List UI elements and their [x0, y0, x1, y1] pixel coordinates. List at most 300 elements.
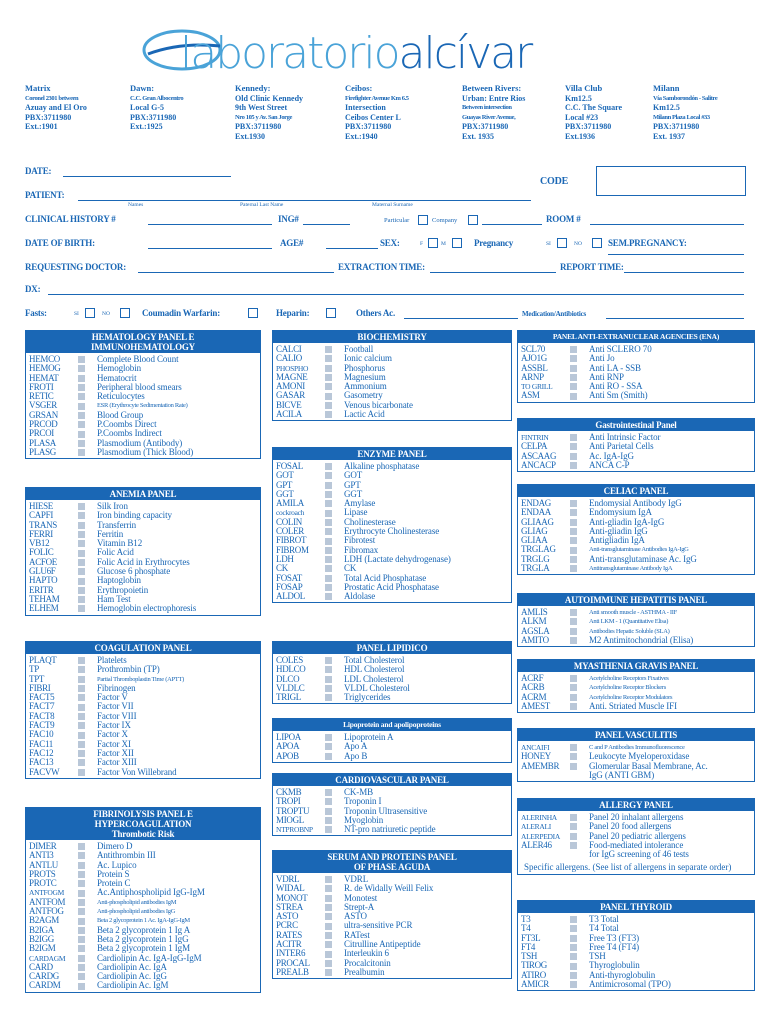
branch-address-line: Old Clinic Kennedy — [235, 93, 304, 103]
test-row — [521, 442, 751, 451]
test-checkbox[interactable] — [78, 676, 85, 683]
heparin-checkbox[interactable] — [326, 308, 336, 318]
panel-title-line: Thrombotic Risk — [111, 829, 175, 839]
test-checkbox[interactable] — [78, 440, 85, 447]
test-row — [29, 383, 257, 392]
test-name: Silk Iron — [97, 502, 128, 511]
test-checkbox[interactable] — [570, 618, 577, 625]
test-checkbox[interactable] — [78, 685, 85, 692]
test-checkbox[interactable] — [570, 694, 577, 701]
test-checkbox[interactable] — [325, 969, 332, 976]
test-checkbox[interactable] — [570, 963, 577, 970]
test-row — [276, 583, 508, 592]
test-row — [29, 740, 257, 749]
test-checkbox[interactable] — [78, 522, 85, 529]
test-checkbox[interactable] — [78, 393, 85, 400]
test-checkbox[interactable] — [78, 559, 85, 566]
test-checkbox[interactable] — [325, 463, 332, 470]
test-checkbox[interactable] — [78, 605, 85, 612]
clinical-history-field[interactable] — [148, 224, 272, 225]
test-checkbox[interactable] — [78, 927, 85, 934]
test-checkbox[interactable] — [570, 355, 577, 362]
test-checkbox[interactable] — [78, 945, 85, 952]
test-checkbox[interactable] — [570, 833, 577, 840]
test-checkbox[interactable] — [570, 763, 577, 770]
test-checkbox[interactable] — [78, 899, 85, 906]
test-code: ASSBL — [521, 363, 548, 373]
test-checkbox[interactable] — [78, 694, 85, 701]
test-checkbox[interactable] — [325, 528, 332, 535]
test-checkbox[interactable] — [570, 565, 577, 572]
test-name: Antitransglutaminase Antibody IgA — [589, 565, 673, 573]
test-code: TIROG — [521, 961, 547, 971]
test-checkbox[interactable] — [325, 584, 332, 591]
branch-address-line: Local G-5 — [130, 103, 164, 112]
test-checkbox[interactable] — [325, 482, 332, 489]
test-code: FACT9 — [29, 721, 55, 731]
test-code: PLASA — [29, 438, 57, 448]
test-name: Anti-transglutaminase Ac. IgG — [589, 554, 697, 564]
test-checkbox[interactable] — [325, 346, 332, 353]
test-checkbox[interactable] — [325, 383, 332, 390]
test-checkbox[interactable] — [78, 540, 85, 547]
test-name: Beta 2 glycoprotein 1 Ig A — [97, 925, 191, 935]
test-checkbox[interactable] — [325, 817, 332, 824]
test-row — [29, 665, 257, 674]
coumadin-checkbox[interactable] — [248, 308, 258, 318]
test-row — [29, 521, 257, 530]
test-checkbox[interactable] — [78, 936, 85, 943]
panel-title — [518, 419, 754, 431]
test-checkbox[interactable] — [325, 676, 332, 683]
test-checkbox[interactable] — [325, 374, 332, 381]
extraction-field[interactable] — [430, 272, 556, 273]
test-checkbox[interactable] — [570, 346, 577, 353]
test-code: RATES — [276, 930, 303, 940]
test-name: Anti-phospholipid antibodies IgM — [97, 898, 177, 906]
test-checkbox[interactable] — [78, 384, 85, 391]
test-code: VSGER — [29, 401, 58, 411]
test-row — [521, 617, 751, 626]
test-checkbox[interactable] — [78, 512, 85, 519]
test-checkbox[interactable] — [325, 932, 332, 939]
test-checkbox[interactable] — [570, 842, 577, 849]
test-name: Thyroglobulin — [589, 961, 640, 971]
test-checkbox[interactable] — [570, 537, 577, 544]
test-checkbox[interactable] — [570, 935, 577, 942]
panel-rows — [26, 840, 260, 992]
test-code: TRGLG — [521, 554, 550, 564]
branch-name: Dawn: — [130, 83, 155, 93]
panel-title — [273, 851, 511, 873]
test-checkbox[interactable] — [570, 383, 577, 390]
test-row — [521, 832, 751, 841]
test-panel — [517, 593, 755, 647]
test-checkbox[interactable] — [325, 666, 332, 673]
fasts-si-checkbox[interactable] — [85, 308, 95, 318]
test-checkbox[interactable] — [570, 637, 577, 644]
test-name: Prothrombin (TP) — [97, 665, 160, 675]
patient-field[interactable] — [78, 200, 531, 201]
test-checkbox[interactable] — [325, 411, 332, 418]
test-checkbox[interactable] — [325, 694, 332, 701]
test-checkbox[interactable] — [570, 744, 577, 751]
test-row — [521, 771, 751, 780]
test-checkbox[interactable] — [325, 393, 332, 400]
company-checkbox[interactable] — [468, 215, 478, 225]
test-checkbox[interactable] — [570, 684, 577, 691]
test-name: Troponin I — [344, 797, 382, 807]
test-code: TRGLA — [521, 564, 550, 574]
test-checkbox[interactable] — [78, 568, 85, 575]
test-row — [521, 373, 751, 382]
test-row — [276, 884, 508, 893]
test-name: Endomysium IgA — [589, 508, 652, 518]
test-checkbox[interactable] — [570, 944, 577, 951]
test-checkbox[interactable] — [78, 421, 85, 428]
test-row — [29, 539, 257, 548]
test-code: FAC10 — [29, 730, 54, 740]
test-checkbox[interactable] — [570, 556, 577, 563]
test-row — [521, 564, 751, 573]
test-checkbox[interactable] — [78, 732, 85, 739]
company-field[interactable] — [482, 224, 542, 225]
test-checkbox[interactable] — [570, 953, 577, 960]
test-name: Anti-thyroglobulin — [589, 970, 656, 980]
panel-rows — [518, 672, 754, 712]
test-code: CAPFI — [29, 511, 54, 521]
test-code: AMILA — [276, 499, 304, 509]
test-name: CK-MB — [344, 788, 374, 797]
test-code: LIPOA — [276, 733, 301, 742]
test-code: ANTFOGM — [29, 888, 64, 898]
test-checkbox[interactable] — [78, 964, 85, 971]
test-code: ALKM — [521, 617, 547, 627]
test-checkbox[interactable] — [325, 556, 332, 563]
test-code: FIBRI — [29, 683, 51, 693]
medication-field[interactable] — [606, 318, 744, 319]
test-checkbox[interactable] — [570, 374, 577, 381]
test-checkbox[interactable] — [325, 885, 332, 892]
test-name: GPT — [344, 480, 361, 490]
test-checkbox[interactable] — [570, 500, 577, 507]
test-name: Ammonium — [344, 382, 387, 392]
test-checkbox[interactable] — [325, 895, 332, 902]
test-code: CARDG — [29, 972, 60, 982]
dob-field[interactable] — [148, 248, 272, 249]
code-field[interactable] — [596, 166, 746, 196]
dx-field[interactable] — [48, 294, 744, 295]
test-checkbox[interactable] — [325, 593, 332, 600]
test-row — [521, 508, 751, 517]
test-code: FAC12 — [29, 748, 54, 758]
test-row — [521, 461, 751, 470]
test-checkbox[interactable] — [78, 750, 85, 757]
test-checkbox[interactable] — [570, 519, 577, 526]
test-checkbox[interactable] — [78, 862, 85, 869]
test-checkbox[interactable] — [325, 500, 332, 507]
test-checkbox[interactable] — [325, 510, 332, 517]
test-code: PLASG — [29, 447, 57, 457]
test-checkbox[interactable] — [325, 743, 332, 750]
test-checkbox[interactable] — [78, 596, 85, 603]
test-checkbox[interactable] — [325, 365, 332, 372]
test-checkbox[interactable] — [570, 916, 577, 923]
test-code: FOLIC — [29, 548, 54, 558]
pregnancy-si-checkbox[interactable] — [557, 238, 567, 248]
test-code: FERRI — [29, 529, 54, 539]
panel-rows — [26, 654, 260, 778]
test-checkbox[interactable] — [78, 741, 85, 748]
test-checkbox[interactable] — [78, 587, 85, 594]
test-checkbox[interactable] — [78, 704, 85, 711]
test-checkbox[interactable] — [78, 852, 85, 859]
test-name: Panel 20 inhalant allergens — [589, 813, 684, 822]
test-name: Anti SCLERO 70 — [589, 345, 652, 354]
test-code: COLES — [276, 656, 304, 665]
panel-rows — [518, 343, 754, 402]
branch-2 — [235, 84, 303, 141]
test-checkbox[interactable] — [78, 955, 85, 962]
test-name: Cardiolipin Ac. IgA — [97, 962, 167, 972]
test-name: VLDL Cholesterol — [344, 683, 410, 693]
test-checkbox[interactable] — [325, 734, 332, 741]
sem-pregnancy-field[interactable] — [608, 254, 744, 255]
logo-wordmark — [180, 28, 531, 79]
test-checkbox[interactable] — [78, 843, 85, 850]
test-name: Glomerular Basal Membrane, Ac. — [589, 761, 708, 771]
test-checkbox[interactable] — [325, 575, 332, 582]
test-name: Venous bicarbonate — [344, 400, 413, 410]
report-label: REPORT TIME: — [560, 262, 624, 272]
sex-label: SEX: — [380, 238, 400, 248]
test-checkbox[interactable] — [325, 941, 332, 948]
test-checkbox[interactable] — [325, 355, 332, 362]
test-checkbox[interactable] — [570, 972, 577, 979]
test-name: Hemoglobin — [97, 364, 141, 374]
test-checkbox[interactable] — [570, 675, 577, 682]
test-code: GLU6F — [29, 567, 56, 577]
test-name: Acetylcholine Receptor Blockers — [589, 684, 666, 692]
test-checkbox[interactable] — [78, 880, 85, 887]
test-checkbox[interactable] — [78, 403, 85, 410]
test-code: CARDM — [29, 981, 61, 991]
test-code: TROPTU — [276, 806, 310, 816]
test-name: Anti-phospholipid antibodies IgG — [97, 908, 176, 916]
doctor-field[interactable] — [138, 272, 334, 273]
room-label: ROOM # — [546, 214, 581, 224]
test-name: for IgG screening of 46 tests — [589, 850, 689, 860]
test-checkbox[interactable] — [325, 685, 332, 692]
panel-title — [273, 719, 511, 731]
lab-logo — [140, 20, 610, 80]
test-checkbox[interactable] — [570, 703, 577, 710]
test-checkbox[interactable] — [325, 519, 332, 526]
test-row — [29, 595, 257, 604]
test-checkbox[interactable] — [325, 876, 332, 883]
test-row — [29, 954, 257, 963]
test-code: CK — [276, 564, 288, 574]
test-checkbox[interactable] — [78, 375, 85, 382]
room-field[interactable] — [590, 224, 744, 225]
test-code: ANCACP — [521, 460, 556, 470]
test-checkbox[interactable] — [78, 449, 85, 456]
test-checkbox[interactable] — [570, 434, 577, 441]
test-name: Peripheral blood smears — [97, 382, 182, 392]
test-checkbox[interactable] — [78, 412, 85, 419]
test-code: AJO1G — [521, 354, 548, 364]
test-row — [29, 656, 257, 665]
test-code: CKMB — [276, 788, 302, 797]
test-row — [29, 604, 257, 613]
test-checkbox[interactable] — [570, 981, 577, 988]
ing-field[interactable] — [303, 224, 350, 225]
report-field[interactable] — [624, 272, 744, 273]
test-checkbox[interactable] — [570, 453, 577, 460]
test-checkbox[interactable] — [570, 365, 577, 372]
test-row — [276, 894, 508, 903]
test-checkbox[interactable] — [78, 871, 85, 878]
test-code: cockroach — [276, 508, 305, 518]
test-checkbox[interactable] — [78, 769, 85, 776]
test-checkbox[interactable] — [78, 890, 85, 897]
test-checkbox[interactable] — [325, 753, 332, 760]
test-row — [29, 944, 257, 953]
test-code: AGSLA — [521, 626, 550, 636]
test-checkbox[interactable] — [325, 565, 332, 572]
fasts-no-label: NO — [102, 311, 110, 317]
test-checkbox[interactable] — [78, 713, 85, 720]
test-checkbox[interactable] — [78, 531, 85, 538]
test-panel — [517, 900, 755, 991]
test-checkbox[interactable] — [78, 550, 85, 557]
test-checkbox[interactable] — [78, 759, 85, 766]
test-row — [521, 354, 751, 363]
test-row — [521, 683, 751, 692]
branch-name: Matrix — [25, 83, 51, 93]
test-checkbox[interactable] — [325, 798, 332, 805]
test-checkbox[interactable] — [570, 814, 577, 821]
test-checkbox[interactable] — [325, 826, 332, 833]
branch-address-line: Firefighter Avenue Km 6.5 — [345, 94, 409, 102]
test-checkbox[interactable] — [78, 722, 85, 729]
test-checkbox[interactable] — [570, 393, 577, 400]
test-code: B2IGG — [29, 934, 54, 944]
test-checkbox[interactable] — [570, 443, 577, 450]
test-checkbox[interactable] — [570, 462, 577, 469]
test-checkbox[interactable] — [570, 753, 577, 760]
test-checkbox[interactable] — [325, 951, 332, 958]
fasts-no-checkbox[interactable] — [120, 308, 130, 318]
test-checkbox[interactable] — [325, 913, 332, 920]
test-row — [276, 825, 508, 834]
test-checkbox[interactable] — [325, 789, 332, 796]
branch-pbx: PBX:3711980 — [25, 112, 72, 122]
test-checkbox[interactable] — [325, 904, 332, 911]
test-checkbox[interactable] — [325, 547, 332, 554]
test-checkbox[interactable] — [570, 823, 577, 830]
test-row — [521, 364, 751, 373]
test-checkbox[interactable] — [570, 925, 577, 932]
test-checkbox[interactable] — [325, 923, 332, 930]
test-checkbox[interactable] — [78, 973, 85, 980]
test-name: Dimero D — [97, 842, 133, 851]
test-panel — [517, 728, 755, 782]
test-name: Factor VII — [97, 702, 134, 712]
branch-ext: Ext. 1937 — [653, 131, 685, 141]
test-panel — [517, 484, 755, 575]
test-name: Antithrombin III — [97, 851, 156, 861]
test-code: FACT5 — [29, 693, 55, 703]
test-checkbox[interactable] — [570, 628, 577, 635]
test-checkbox[interactable] — [325, 808, 332, 815]
test-name: Anti Intrinsic Factor — [589, 433, 661, 442]
test-row — [29, 401, 257, 410]
test-row — [276, 462, 508, 471]
particular-checkbox[interactable] — [418, 215, 428, 225]
test-row — [276, 518, 508, 527]
panel-title-line: CELIAC PANEL — [603, 486, 669, 496]
test-checkbox[interactable] — [78, 431, 85, 438]
test-row — [29, 712, 257, 721]
test-checkbox[interactable] — [570, 509, 577, 516]
branch-address-line: 9th West Street — [235, 103, 288, 112]
test-checkbox[interactable] — [570, 547, 577, 554]
test-checkbox[interactable] — [325, 491, 332, 498]
test-checkbox[interactable] — [78, 365, 85, 372]
sex-m-checkbox[interactable] — [452, 238, 462, 248]
test-checkbox[interactable] — [78, 503, 85, 510]
fasts-si-label: SI — [74, 311, 79, 317]
test-checkbox[interactable] — [570, 528, 577, 535]
test-checkbox[interactable] — [78, 983, 85, 990]
test-checkbox[interactable] — [325, 657, 332, 664]
test-checkbox[interactable] — [570, 609, 577, 616]
test-checkbox[interactable] — [78, 918, 85, 925]
date-field[interactable] — [63, 176, 231, 177]
pregnancy-no-checkbox[interactable] — [592, 238, 602, 248]
sex-f-checkbox[interactable] — [428, 238, 438, 248]
test-name: Erythropoietin — [97, 585, 149, 595]
age-field[interactable] — [326, 248, 378, 249]
test-checkbox[interactable] — [325, 472, 332, 479]
branch-address-line: Urban: Entre Rios — [462, 93, 526, 103]
test-code: RETIC — [29, 392, 54, 402]
test-checkbox[interactable] — [78, 666, 85, 673]
test-code: VB12 — [29, 539, 50, 549]
test-row — [521, 924, 751, 933]
test-checkbox[interactable] — [78, 657, 85, 664]
test-code: TSH — [521, 952, 538, 962]
others-field[interactable] — [404, 318, 518, 319]
test-checkbox[interactable] — [325, 402, 332, 409]
test-row — [521, 555, 751, 564]
panel-title-line: PANEL VASCULITIS — [594, 730, 678, 740]
test-name: Aldolase — [344, 592, 376, 602]
test-code: TO GRILL — [521, 382, 553, 392]
test-row — [29, 429, 257, 438]
test-name: ESR (Erythrocyte Sedimentation Rate) — [97, 402, 188, 410]
test-code: APOA — [276, 742, 300, 752]
ing-label: ING# — [278, 214, 299, 224]
test-checkbox[interactable] — [78, 908, 85, 915]
test-checkbox[interactable] — [78, 356, 85, 363]
test-name: T3 Total — [589, 915, 619, 924]
test-row — [29, 530, 257, 539]
test-checkbox[interactable] — [325, 960, 332, 967]
test-checkbox[interactable] — [78, 578, 85, 585]
test-checkbox[interactable] — [325, 538, 332, 545]
